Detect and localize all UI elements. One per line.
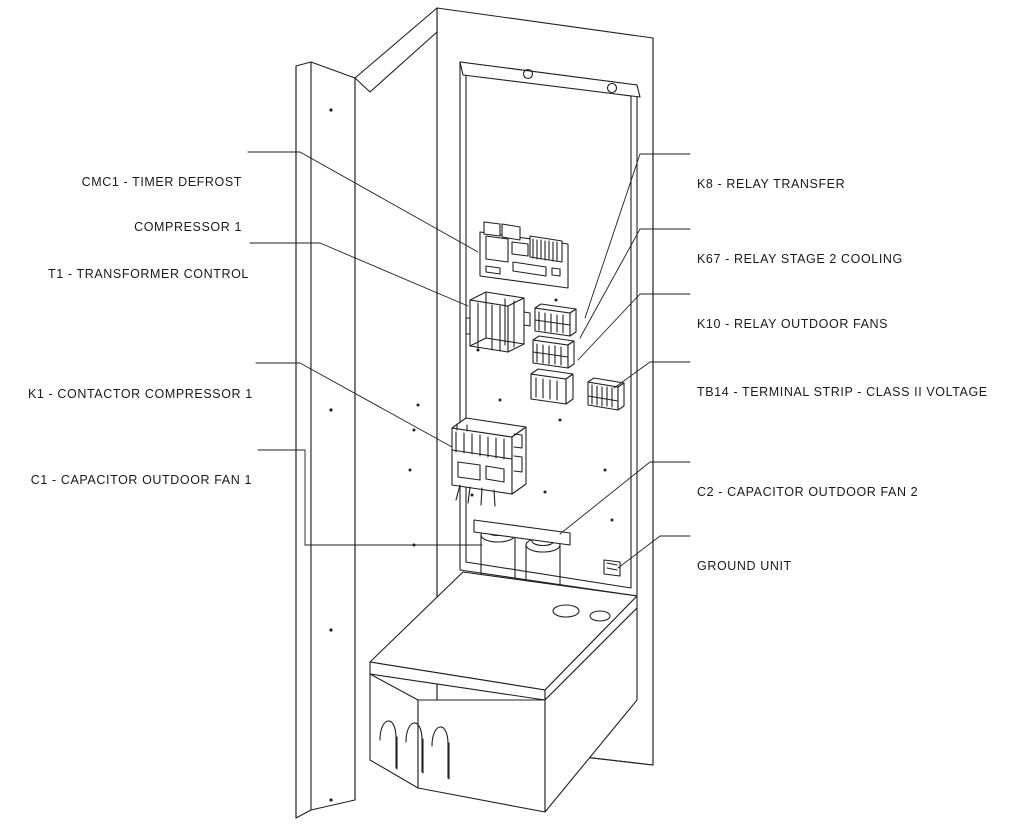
callout-k8-line1: K8 - RELAY TRANSFER <box>697 177 846 191</box>
callout-c2-line1: C2 - CAPACITOR OUTDOOR FAN 2 <box>697 485 919 499</box>
component-k67-relay-stage2-cooling <box>533 336 574 368</box>
component-k8-relay-transfer <box>535 304 576 336</box>
callout-k10 <box>697 287 947 362</box>
callout-c2 <box>697 455 967 530</box>
callout-tb14 <box>697 355 1024 430</box>
cabinet-left-door <box>296 62 355 818</box>
cabinet-top-return <box>355 8 437 92</box>
callout-ground-unit <box>697 529 857 604</box>
callout-k1 <box>28 357 253 432</box>
callout-c1 <box>20 443 252 518</box>
callout-k8 <box>697 147 897 222</box>
callout-cmc1-line1: CMC1 - TIMER DEFROST <box>81 175 242 189</box>
callout-k1-line1: K1 - CONTACTOR COMPRESSOR 1 <box>28 387 253 401</box>
callout-ground-unit-line1: GROUND UNIT <box>697 559 792 573</box>
callout-t1 <box>48 237 249 312</box>
callout-k67 <box>697 222 957 297</box>
callout-c1-line1: C1 - CAPACITOR OUTDOOR FAN 1 <box>30 473 252 487</box>
component-t1-transformer <box>466 292 530 352</box>
callout-tb14-line1: TB14 - TERMINAL STRIP - CLASS II VOLTAGE <box>697 385 988 399</box>
component-tb14-terminal-strip <box>588 378 624 410</box>
component-k10-relay-outdoor-fans <box>531 369 573 404</box>
callout-k10-line1: K10 - RELAY OUTDOOR FANS <box>697 317 889 331</box>
callout-k67-line1: K67 - RELAY STAGE 2 COOLING <box>697 252 903 266</box>
callout-t1-line1: T1 - TRANSFORMER CONTROL <box>48 267 249 281</box>
callout-cmc1-line2: COMPRESSOR 1 <box>134 220 242 234</box>
leader-t1 <box>250 243 468 306</box>
